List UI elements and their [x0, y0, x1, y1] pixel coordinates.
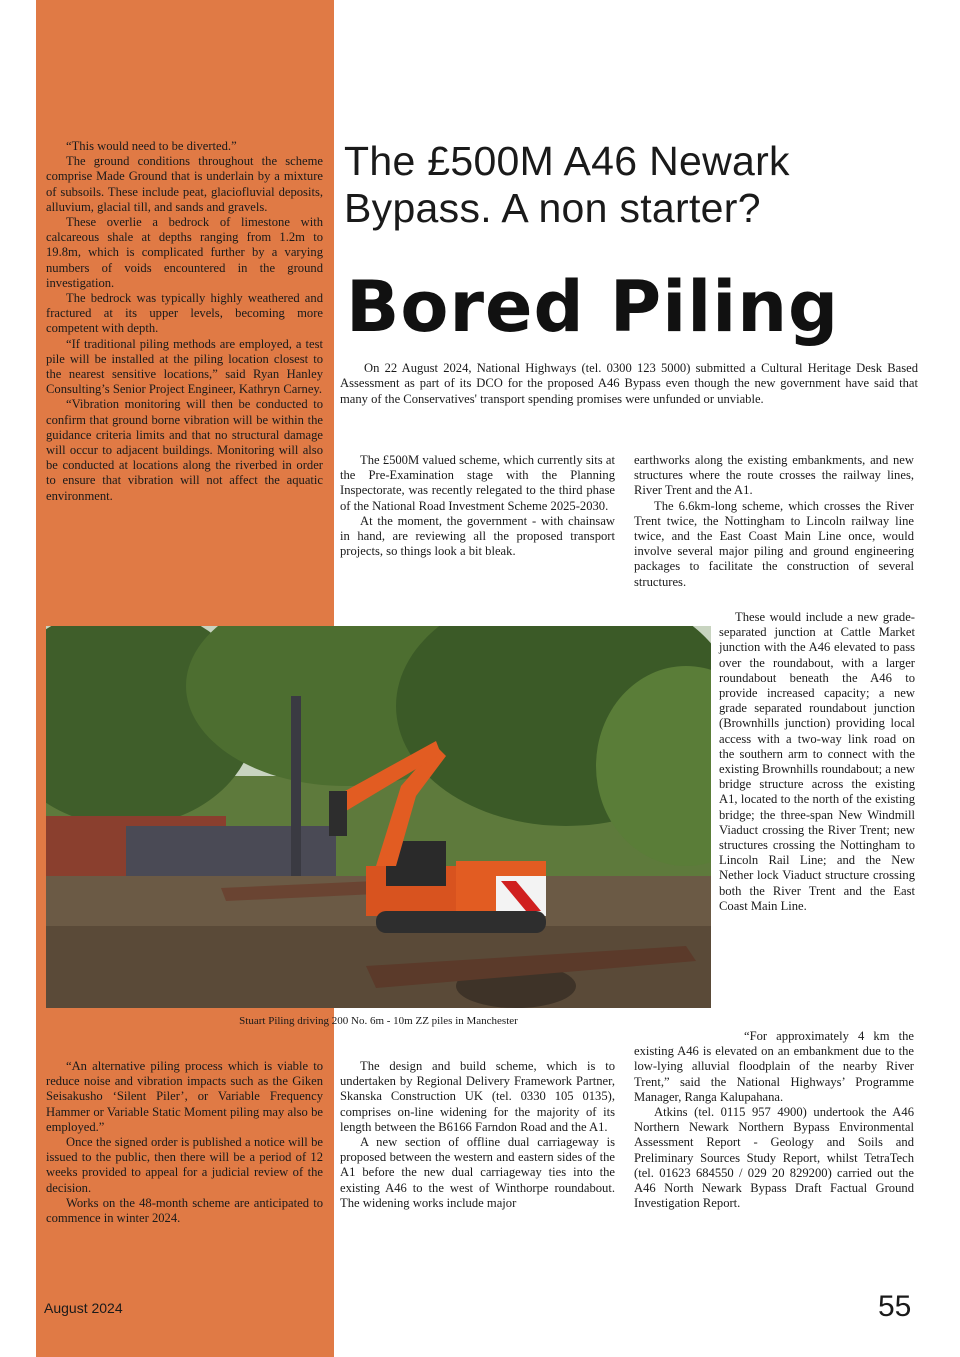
- intro-text: On 22 August 2024, National Highways (tel. 0300 123 5000) submitted a Cultural Heritage Desk Based Assessment as part of its DCO for the proposed A46 Bypass even though the new government have said that many of the Conservatives' transport spending promises were unfunded or unviable.: [340, 361, 918, 406]
- paragraph: earthworks along the existing embankments, and new structures where the route crosses the railway lines, River Trent and the A1.: [634, 453, 914, 498]
- paragraph: A new section of offline dual carriageway is proposed between the western and eastern sides of the A1 before the new dual carriageway ties into the existing A46 to the west of Winthorpe roundabout. The widening works include major: [340, 1135, 615, 1210]
- excavator-photo: [46, 626, 711, 1008]
- paragraph: The 6.6km-long scheme, which crosses the River Trent twice, the Nottingham to Lincoln railway line twice, and the East Coast Main Line once, would involve several major piling and ground engineering packages to facilitate the construction of several structures.: [634, 498, 914, 589]
- intro-paragraph: [340, 361, 918, 407]
- left-column-bottom: [46, 1059, 323, 1226]
- middle-column-bottom: [340, 1059, 615, 1211]
- issue-date: August 2024: [44, 1300, 123, 1316]
- right-column-top: [634, 453, 914, 590]
- excavator-illustration: [46, 626, 711, 1008]
- paragraph: The £500M valued scheme, which currently sits at the Pre-Examination stage with the Planning Inspectorate, was recently relegated to the third phase of the National Road Investment Scheme 2025-2030.: [340, 453, 615, 513]
- paragraph: “This would need to be diverted.”: [66, 139, 237, 153]
- headline: [344, 138, 944, 232]
- paragraph: The ground conditions throughout the scheme comprise Made Ground that is underlain by a mixture of subsoils. These include peat, glaciofluvial deposits, alluvium, glacial till, and sands and gravels.: [46, 154, 323, 214]
- paragraph: The bedrock was typically highly weathered and fractured at its upper levels, becoming more competent with depth.: [46, 291, 323, 336]
- paragraph: Works on the 48-month scheme are anticipated to commence in winter 2024.: [46, 1195, 323, 1226]
- paragraph: These overlie a bedrock of limestone with calcareous shale at depths ranging from 1.2m to 19.8m, which is complicated further by a varying numbers of voids encountered in the ground investigation.: [46, 215, 323, 290]
- paragraph: “Vibration monitoring will then be conducted to confirm that ground borne vibration will be within the guidance criteria limits and that no structural damage will occur to adjacent buildings. Monitoring will also be conducted at locations along the riverbed in order to ensure that vibration will not affect the aquatic environment.: [46, 397, 323, 503]
- paragraph: “For approximately 4 km the existing A46 is elevated on an embankment due to the low-lying alluvial floodplain of the nearby River Trent,” said the National Highways’ Programme Manager, Ranga Kalupahana.: [634, 1029, 914, 1104]
- middle-column-top: [340, 453, 615, 559]
- section-kicker: Bored Piling: [346, 266, 840, 348]
- paragraph: At the moment, the government - with chainsaw in hand, are reviewing all the proposed transport projects, so things look a bit bleak.: [340, 513, 615, 559]
- paragraph: These would include a new grade-separated junction at Cattle Market junction with the A46 elevated to pass over the roundabout, with a larger roundabout beneath the A46 to provide increased capacity; a new grade separated roundabout junction (Brownhills junction) providing local access with a two-way link road on the southern arm to connect with the existing Brownhills roundabout; a new bridge structure across the existing A1, located to the north of the existing bridge; the three-span New Windmill Viaduct crossing the River Trent; new structures crossing the Nottingham to Lincoln Rail Line; and the New Nether lock Viaduct structure crossing both the River Trent and the East Coast Main Line.: [719, 610, 915, 913]
- headline-line-2: Bypass. A non starter?: [344, 185, 761, 231]
- paragraph: Once the signed order is published a notice will be issued to the public, then there will be a period of 12 weeks provided to appeal for a judicial review of the decision.: [46, 1135, 323, 1195]
- paragraph: “If traditional piling methods are employed, a test pile will be installed at the piling location closest to the nearest sensitive locations,” said Ryan Hanley Consulting’s Senior Project Engineer, Kathryn Carney.: [46, 336, 323, 397]
- paragraph: “An alternative piling process which is viable to reduce noise and vibration impacts such as the Giken Seisakusho ‘Silent Piler’, or Variable Frequency Hammer or Variable Static Moment piling may also be employed.”: [46, 1059, 323, 1134]
- paragraph: Atkins (tel. 0115 957 4900) undertook the A46 Northern Newark Northern Bypass Environmental Assessment Report - Geology and Soils and Preliminary Sources Study Report, whilst TetraTech (tel. 01623 684550 / 029 20 829200) carried out the A46 North Newark Bypass Draft Factual Ground Investigation Report.: [634, 1105, 914, 1211]
- page-number: 55: [878, 1290, 912, 1323]
- right-column-bottom: [634, 1029, 914, 1211]
- photo-caption: Stuart Piling driving 200 No. 6m - 10m ZZ piles in Manchester: [239, 1015, 518, 1027]
- right-column-narrow: [719, 610, 915, 914]
- paragraph: The design and build scheme, which is to undertaken by Regional Delivery Framework Partner, Skanska Construction UK (tel. 0330 105 0135), comprises on-line widening for the majority of its length between the B6166 Farndon Road and the A1.: [340, 1059, 615, 1134]
- headline-line-1: The £500M A46 Newark: [344, 138, 790, 184]
- left-column-top: [46, 139, 323, 504]
